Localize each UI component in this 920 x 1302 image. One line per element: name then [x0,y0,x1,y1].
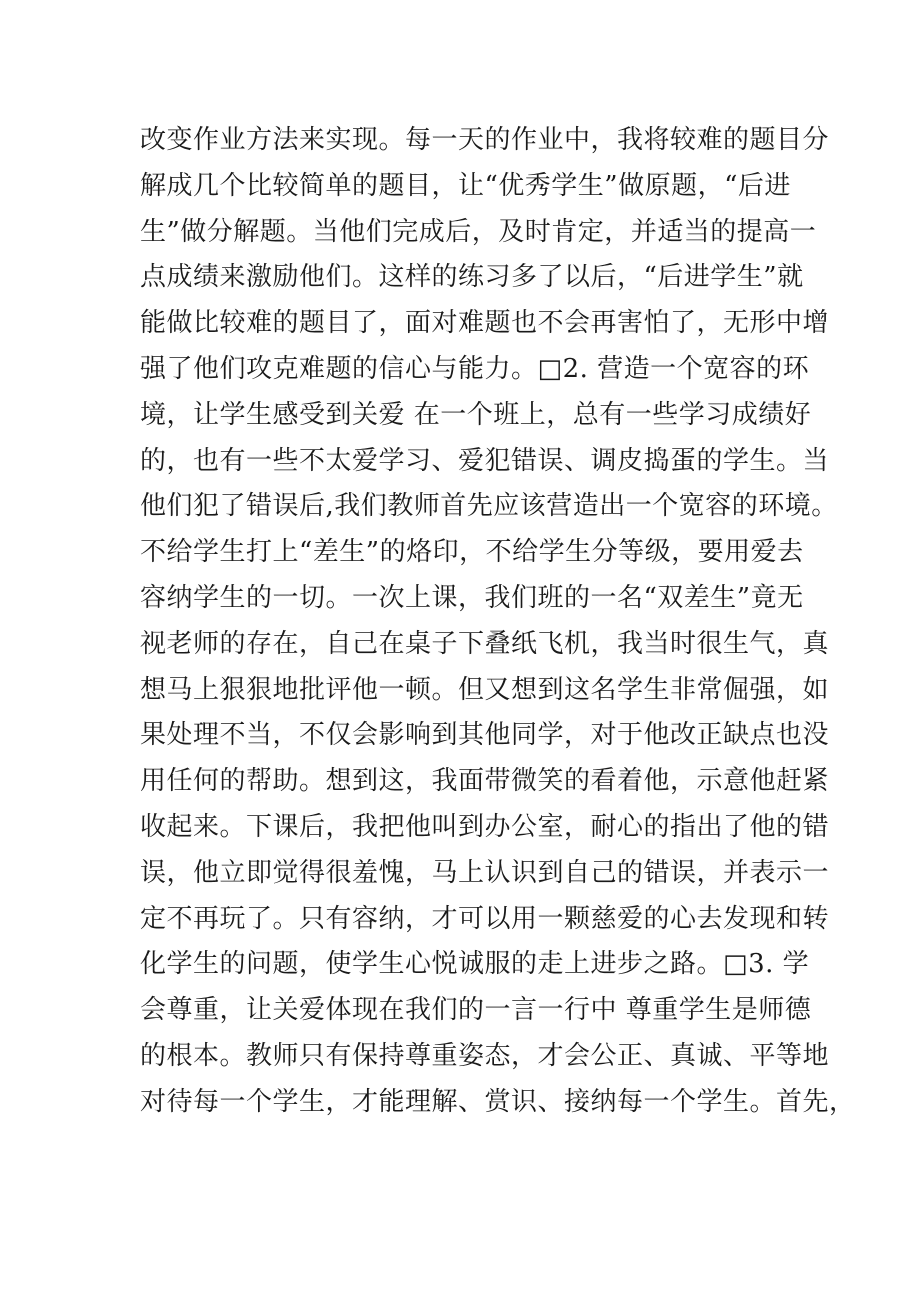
text-line: 收起来。下课后，我把他叫到办公室，耐心的指出了他的错 [140,811,830,842]
text-line: 会尊重，让关爱体现在我们的一言一行中 尊重学生是师德 [140,995,812,1026]
text-line: 他们犯了错误后,我们教师首先应该营造出一个宽容的环境。 [140,491,838,522]
text-line: 定不再玩了。只有容纳，才可以用一颗慈爱的心去发现和转 [140,903,830,934]
text-line: 点成绩来激励他们。这样的练习多了以后，“后进学生”就 [140,262,804,293]
text-line: 果处理不当，不仅会影响到其他同学，对于他改正缺点也没 [140,720,830,751]
text-line: 不给学生打上“差生”的烙印，不给学生分等级，要用爱去 [140,537,804,568]
text-line: 想马上狠狠地批评他一顿。但又想到这名学生非常倔强，如 [140,674,830,705]
text-line: 化学生的问题，使学生心悦诚服的走上进步之路。□3. 学 [140,949,810,980]
text-line: 的根本。教师只有保持尊重姿态，才会公正、真诚、平等地 [140,1040,830,1071]
text-line: 境，让学生感受到关爱 在一个班上，总有一些学习成绩好 [140,399,812,430]
text-line: 容纳学生的一切。一次上课，我们班的一名“双差生”竟无 [140,582,804,613]
text-line: 对待每一个学生，才能理解、赏识、接纳每一个学生。首先， [140,1086,856,1117]
text-line: 误，他立即觉得很羞愧，马上认识到自己的错误，并表示一 [140,857,830,888]
text-line: 用任何的帮助。想到这，我面带微笑的看着他，示意他赶紧 [140,766,830,797]
text-line: 改变作业方法来实现。每一天的作业中，我将较难的题目分 [140,125,830,155]
text-line: 生”做分解题。当他们完成后，及时肯定，并适当的提高一 [140,216,817,247]
text-line: 的，也有一些不太爱学习、爱犯错误、调皮捣蛋的学生。当 [140,445,830,476]
text-line: 能做比较难的题目了，面对难题也不会再害怕了，无形中增 [140,308,830,339]
body-text [140,118,856,1126]
text-line: 强了他们攻克难题的信心与能力。□2. 营造一个宽容的环 [140,353,810,384]
text-line: 视老师的存在，自己在桌子下叠纸飞机，我当时很生气，真 [140,628,830,659]
text-line: 解成几个比较简单的题目，让“优秀学生”做原题，“后进 [140,170,791,201]
